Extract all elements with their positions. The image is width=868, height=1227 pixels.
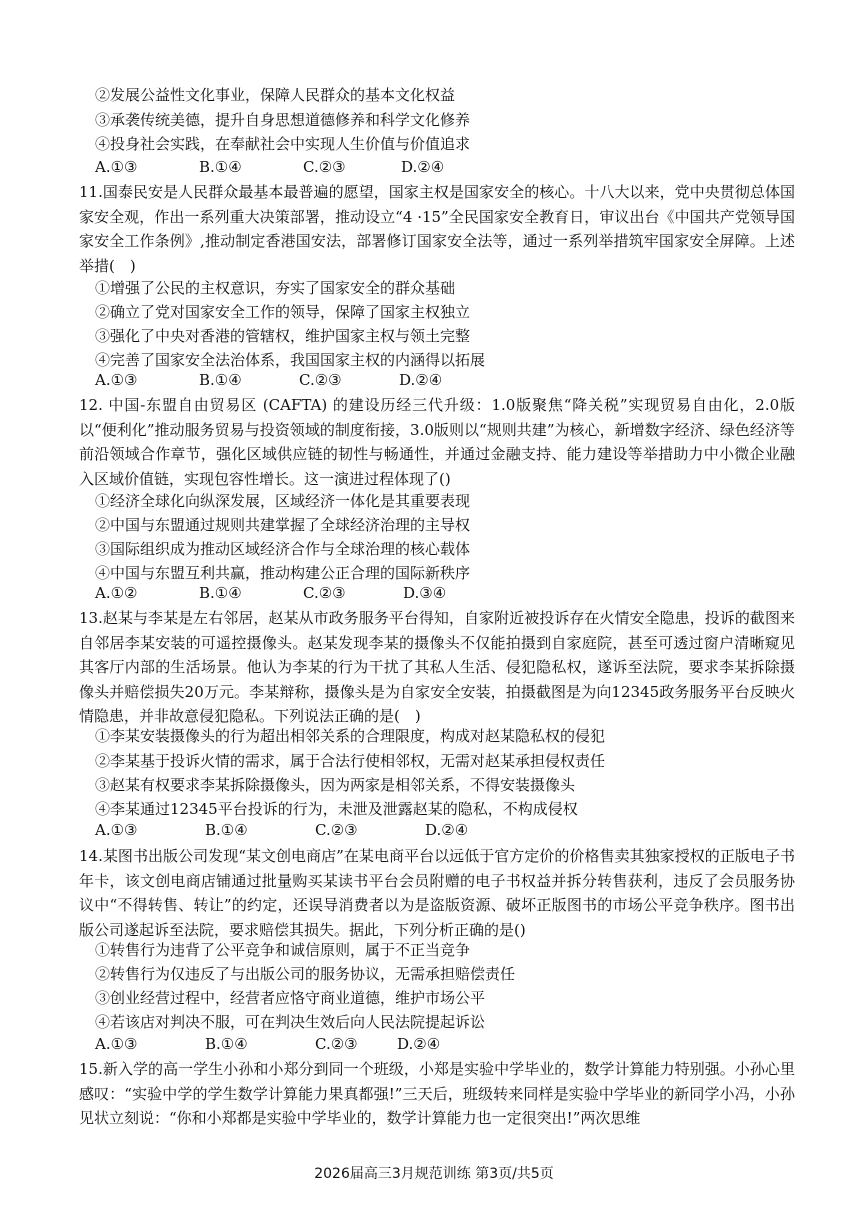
q14-item-1: ①转售行为违背了公平竞争和诚信原则，属于不正当竞争 bbox=[95, 941, 471, 959]
choice-d[interactable]: D.②④ bbox=[397, 1035, 441, 1053]
choice-c[interactable]: C.②③ bbox=[303, 158, 346, 176]
page-footer: 2026届高三3月规范训练 第3页/共5页 bbox=[314, 1166, 554, 1182]
q10-choices bbox=[95, 157, 444, 177]
q11-item-3: ③强化了中央对香港的管辖权，维护国家主权与领土完整 bbox=[95, 327, 471, 345]
q12-choices bbox=[95, 583, 446, 603]
choice-b[interactable]: B.①④ bbox=[199, 371, 242, 389]
q12-item-1: ①经济全球化向纵深发展，区域经济一体化是其重要表现 bbox=[95, 492, 471, 510]
q12-stem: 12. 中国-东盟自由贸易区 (CAFTA) 的建设历经三代升级：1.0版聚焦“降关税”实现贸易自由化，2.0版以“便利化”推动服务贸易与投资领域的制度衔接，3.0版则以“规则共建”为核心，新增数字经济、绿色经济等前沿领域合作章节，强化区域供应链的韧性与畅通性，并通过金融支持、能力建设等举措助力中小微企业融入区域价值链，实现包容性增长。这一演进过程体现了() bbox=[79, 396, 795, 488]
choice-a[interactable]: A.①③ bbox=[95, 371, 138, 389]
q10-option-4: ④投身社会实践，在奉献社会中实现人生价值与价值追求 bbox=[95, 135, 471, 153]
choice-d[interactable]: D.③④ bbox=[403, 584, 447, 602]
q14-stem: 14.某图书出版公司发现“某文创电商店”在某电商平台以远低于官方定价的价格售卖其独家授权的正版电子书年卡，该文创电商店铺通过批量购买某读书平台会员附赠的电子书权益并拆分转售获利，违反了会员服务协议中“不得转售、转让”的约定，还误导消费者以为是盗版资源、破坏正版图书的市场公平竞争秩序。图书出版公司遂起诉至法院，要求赔偿其损失。据此，下列分析正确的是() bbox=[79, 847, 795, 939]
q12-item-2: ②中国与东盟通过规则共建掌握了全球经济治理的主导权 bbox=[95, 516, 471, 534]
q12-item-4: ④中国与东盟互利共赢，推动构建公正合理的国际新秩序 bbox=[95, 564, 471, 582]
choice-c[interactable]: C.②③ bbox=[299, 371, 342, 389]
q14-item-3: ③创业经营过程中，经营者应恪守商业道德，维护市场公平 bbox=[95, 989, 486, 1007]
q10-option-3: ③承袭传统美德，提升自身思想道德修养和科学文化修养 bbox=[95, 111, 471, 129]
choice-a[interactable]: A.①③ bbox=[95, 821, 138, 839]
q12-item-3: ③国际组织成为推动区域经济合作与全球治理的核心载体 bbox=[95, 540, 471, 558]
choice-a[interactable]: A.①③ bbox=[95, 1035, 138, 1053]
choice-d[interactable]: D.②④ bbox=[425, 821, 469, 839]
q14-item-4: ④若该店对判决不服，可在判决生效后向人民法院提起诉讼 bbox=[95, 1013, 486, 1031]
q13-item-4: ④李某通过12345平台投诉的行为，未泄及泄露赵某的隐私，不构成侵权 bbox=[95, 800, 578, 818]
q14-choices bbox=[95, 1034, 440, 1054]
choice-a[interactable]: A.①③ bbox=[95, 158, 138, 176]
choice-c[interactable]: C.②③ bbox=[315, 821, 358, 839]
q13-item-1: ①李某安装摄像头的行为超出相邻关系的合理限度，构成对赵某隐私权的侵犯 bbox=[95, 727, 606, 745]
q13-choices bbox=[95, 820, 468, 840]
q11-choices bbox=[95, 370, 442, 390]
choice-a[interactable]: A.①② bbox=[95, 584, 138, 602]
choice-d[interactable]: D.②④ bbox=[399, 371, 443, 389]
q15-stem: 15.新入学的高一学生小孙和小郑分到同一个班级，小郑是实验中学毕业的，数学计算能力特别强。小孙心里感叹：“实验中学的学生数学计算能力果真都强!”三天后，班级转来同样是实验中学毕业的新同学小冯，小孙见状立刻说：“你和小郑都是实验中学毕业的，数学计算能力也一定很突出!”两次思维 bbox=[79, 1060, 795, 1127]
q11-item-2: ②确立了党对国家安全工作的领导，保障了国家主权独立 bbox=[95, 303, 471, 321]
choice-c[interactable]: C.②③ bbox=[315, 1035, 358, 1053]
choice-c[interactable]: C.②③ bbox=[303, 584, 346, 602]
choice-b[interactable]: B.①④ bbox=[199, 158, 242, 176]
q11-item-1: ①增强了公民的主权意识，夯实了国家安全的群众基础 bbox=[95, 279, 456, 297]
q11-item-4: ④完善了国家安全法治体系，我国国家主权的内涵得以拓展 bbox=[95, 351, 486, 369]
q11-stem: 11.国泰民安是人民群众最基本最普遍的愿望，国家主权是国家安全的核心。十八大以来，党中央贯彻总体国家安全观，作出一系列重大决策部署，推动设立“4 ·15”全民国家安全教育日，审议出台《中国共产党领导国家安全工作条例》,推动制定香港国安法，部署修订国家安全法等，通过一系列举措筑牢国家安全屏障。上述举措( ) bbox=[79, 183, 795, 275]
q13-item-2: ②李某基于投诉火情的需求，属于合法行使相邻权，无需对赵某承担侵权责任 bbox=[95, 752, 606, 770]
choice-b[interactable]: B.①④ bbox=[199, 584, 242, 602]
q13-stem: 13.赵某与李某是左右邻居，赵某从市政务服务平台得知，自家附近被投诉存在火情安全隐患，投诉的截图来自邻居李某安装的可遥控摄像头。赵某发现李某的摄像头不仅能拍摄到自家庭院，甚至可透过窗户清晰窥见其客厅内部的生活场景。他认为李某的行为干扰了其私人生活、侵犯隐私权，遂诉至法院，要求李某拆除摄像头并赔偿损失20万元。李某辩称，摄像头是为自家安全安装，拍摄截图是为向12345政务服务平台反映火情隐患，并非故意侵犯隐私。下列说法正确的是( ) bbox=[79, 609, 795, 725]
choice-d[interactable]: D.②④ bbox=[401, 158, 445, 176]
choice-b[interactable]: B.①④ bbox=[205, 821, 248, 839]
q13-item-3: ③赵某有权要求李某拆除摄像头，因为两家是相邻关系，不得安装摄像头 bbox=[95, 776, 576, 794]
choice-b[interactable]: B.①④ bbox=[205, 1035, 248, 1053]
q10-option-2: ②发展公益性文化事业，保障人民群众的基本文化权益 bbox=[95, 86, 456, 104]
q14-item-2: ②转售行为仅违反了与出版公司的服务协议，无需承担赔偿责任 bbox=[95, 965, 516, 983]
